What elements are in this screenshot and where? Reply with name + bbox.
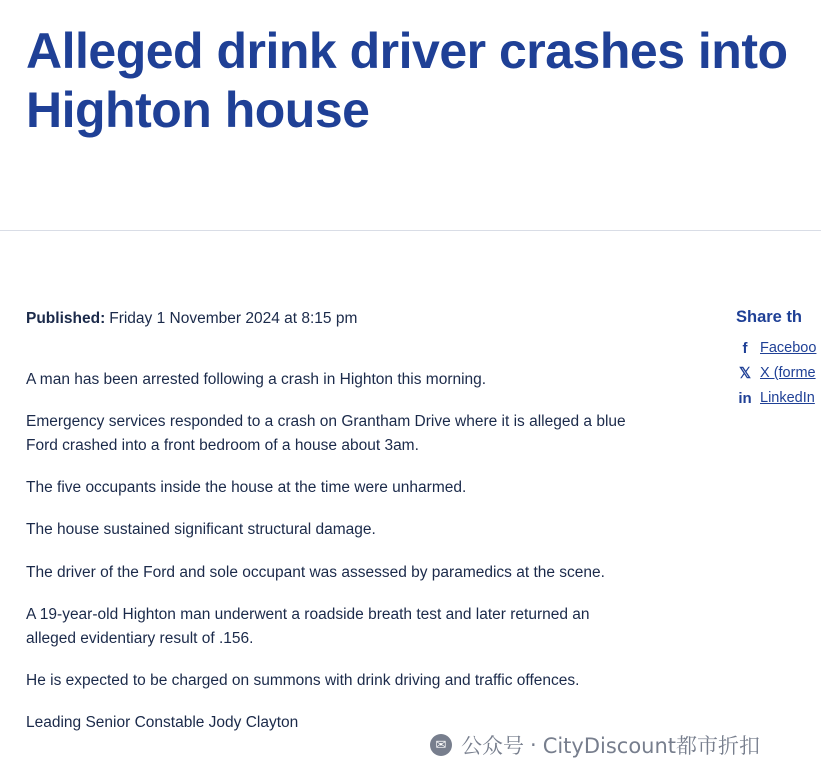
article-paragraph: A man has been arrested following a crash in Highton this morning. <box>26 370 487 388</box>
x-twitter-icon: 𝕏 <box>738 365 752 382</box>
article-paragraph: The driver of the Ford and sole occupant was assessed by paramedics at the scene. <box>26 563 605 581</box>
published-date: Friday 1 November 2024 at 8:15 pm <box>109 310 358 327</box>
article-paragraph: Leading Senior Constable Jody Clayton <box>26 714 299 732</box>
article-body-column <box>0 252 672 753</box>
share-link-label[interactable]: LinkedIn <box>760 390 815 406</box>
share-link-label[interactable]: X (forme <box>760 365 816 381</box>
article-content <box>0 252 821 753</box>
header-divider <box>0 230 821 231</box>
page-title: Alleged drink driver crashes into Highton house <box>26 23 788 138</box>
article-paragraph: The house sustained significant structural damage. <box>26 521 376 539</box>
article-paragraph: A 19-year-old Highton man underwent a roadside breath test and later returned an alleged evidentiary result of .156. <box>26 605 590 647</box>
watermark-prefix: 公众号 <box>461 734 524 758</box>
article-paragraph: He is expected to be charged on summons with drink driving and traffic offences. <box>26 672 580 690</box>
facebook-icon: f <box>742 339 748 357</box>
linkedin-icon: in <box>738 389 752 407</box>
share-panel <box>736 308 821 414</box>
published-row <box>26 308 672 330</box>
wechat-icon: ✉ <box>430 734 452 756</box>
share-link-label[interactable]: Faceboo <box>760 340 817 356</box>
article-paragraphs <box>26 368 672 736</box>
watermark-text: CityDiscount都市折扣 <box>542 734 761 758</box>
published-label: Published: <box>26 310 106 327</box>
share-item-x[interactable] <box>736 364 821 382</box>
article-paragraph: Emergency services responded to a crash on Grantham Drive where it is alleged a blue Ford crashed into a front bedroom of a house about 3am. <box>26 412 626 455</box>
share-item-facebook[interactable] <box>736 339 821 357</box>
watermark-separator: · <box>530 733 537 757</box>
share-item-linkedin[interactable] <box>736 389 821 407</box>
watermark <box>430 730 760 760</box>
article-paragraph: The five occupants inside the house at the time were unharmed. <box>26 479 467 497</box>
share-panel-title: Share th <box>736 308 803 326</box>
